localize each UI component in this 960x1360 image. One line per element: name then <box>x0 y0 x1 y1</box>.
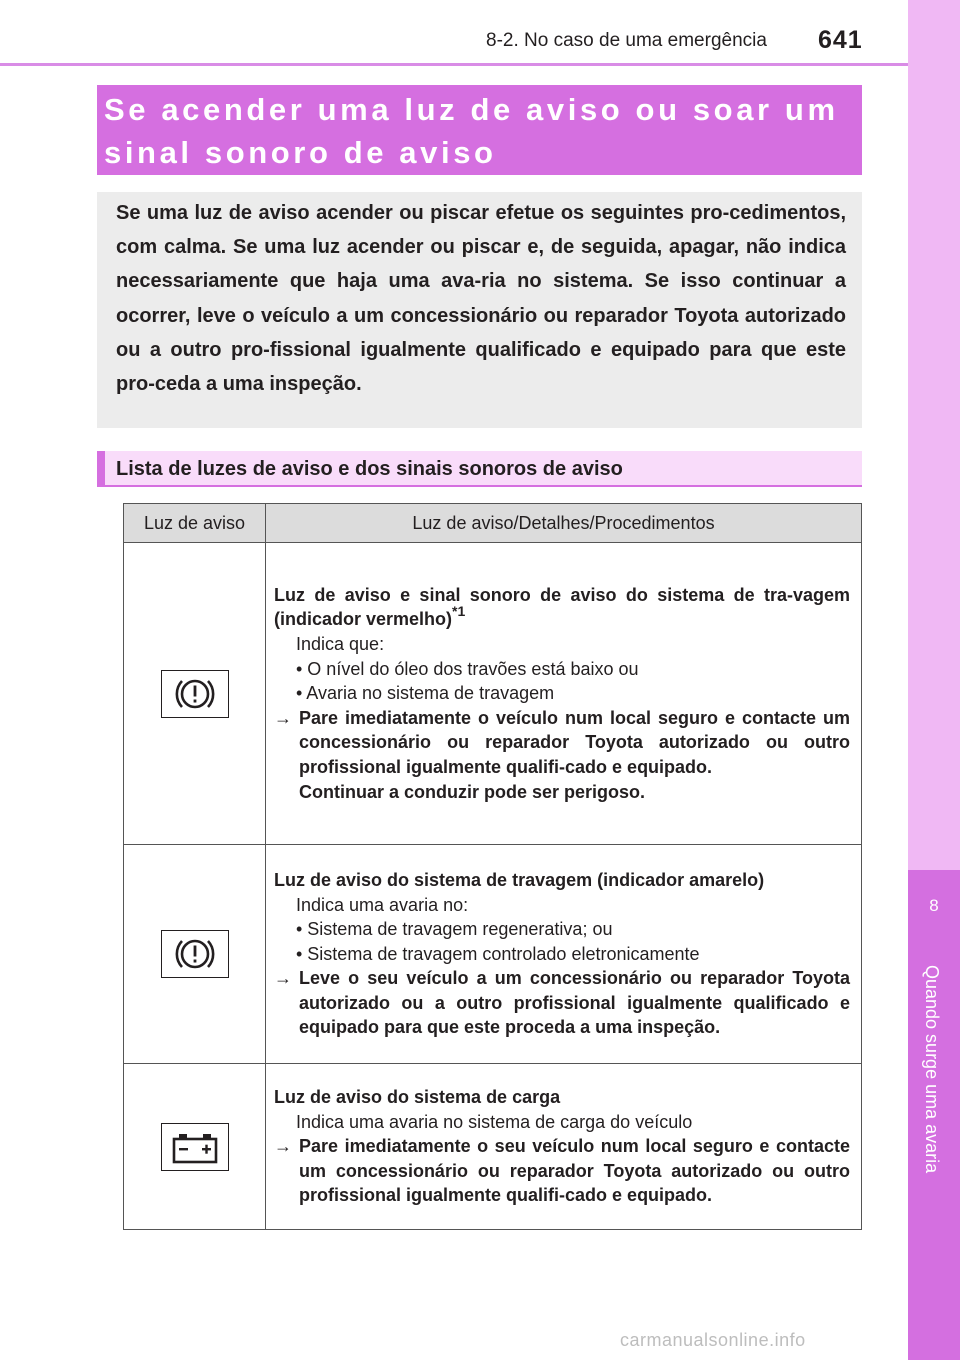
icon-cell <box>124 845 266 1064</box>
subheading: Lista de luzes de aviso e dos sinais sonoros de aviso <box>116 458 623 480</box>
column-header-details: Luz de aviso/Detalhes/Procedimentos <box>266 504 862 543</box>
watermark: carmanualsonline.info <box>620 1330 806 1350</box>
arrow-icon: → <box>274 968 292 989</box>
intro-text: Se uma luz de aviso acender ou piscar efetue os seguintes pro-cedimentos, com calma. Se uma luz acender ou piscar e, de seguida, apagar, não indica necessariamente que haja uma ava-ria no sistema. Se isso continuar a ocorrer, leve o veículo a um concessionário ou reparador Toyota autorizado ou a outro pro-fissional igualmente qualificado e equipado para que este pro-ceda a uma inspeção. <box>116 202 846 396</box>
page-title: Se acender uma luz de aviso ou soar um sinal sonoro de aviso <box>104 92 839 170</box>
arrow-icon: → <box>274 707 292 728</box>
row-action <box>274 966 850 1040</box>
row-title <box>274 583 850 632</box>
side-tab-top <box>908 0 960 870</box>
description-cell <box>266 1064 862 1230</box>
arrow-icon: → <box>274 1136 292 1157</box>
description-cell <box>266 845 862 1064</box>
table-row <box>124 543 862 845</box>
row-action-extra: Continuar a conduzir pode ser perigoso. <box>299 781 646 802</box>
column-header-light: Luz de aviso <box>124 504 266 543</box>
icon-cell <box>124 543 266 845</box>
row-title: Luz de aviso do sistema de carga <box>274 1087 561 1108</box>
chapter-number: 8 <box>929 896 939 915</box>
chapter-title: Quando surge uma avaria <box>922 965 942 1174</box>
row-action <box>274 1134 850 1208</box>
row-bullet: • Sistema de travagem controlado eletronicamente <box>296 943 700 964</box>
warning-lights-table <box>123 503 862 1230</box>
table-row <box>124 845 862 1064</box>
brake-warning-icon <box>161 670 229 718</box>
battery-icon <box>161 1123 229 1171</box>
row-title: Luz de aviso do sistema de travagem (indicador amarelo) <box>274 869 765 890</box>
row-action <box>274 706 850 780</box>
section-name: 8-2. No caso de uma emergência <box>486 30 767 51</box>
row-indicates: Indica que: <box>296 634 385 655</box>
footnote-marker: *1 <box>452 603 466 620</box>
row-action-text: Pare imediatamente o seu veículo num local seguro e contacte um concessionário ou reparador Toyota autorizado ou outro profissional igualmente qualifi-cado e equipado. <box>299 1136 850 1206</box>
row-action-text: Pare imediatamente o veículo num local seguro e contacte um concessionário ou reparador Toyota autorizado ou outro profissional igualmente qualifi-cado e equipado. <box>299 707 850 777</box>
description-cell <box>266 543 862 845</box>
table-row <box>124 1064 862 1230</box>
row-indicates: Indica uma avaria no sistema de carga do veículo <box>296 1111 693 1132</box>
header-divider <box>0 63 908 66</box>
row-indicates: Indica uma avaria no: <box>296 894 469 915</box>
row-bullet: • O nível do óleo dos travões está baixo ou <box>296 658 639 679</box>
icon-cell <box>124 1064 266 1230</box>
page-number: 641 <box>818 26 863 54</box>
table-header-row <box>124 504 862 543</box>
row-action-text: Leve o seu veículo a um concessionário ou reparador Toyota autorizado ou a outro profissional igualmente qualificado e equipado para que este proceda a uma inspeção. <box>299 968 850 1038</box>
row-title-text: Luz de aviso e sinal sonoro de aviso do sistema de tra-vagem (indicador vermelho) <box>274 584 850 630</box>
brake-warning-icon <box>161 930 229 978</box>
row-bullet: • Sistema de travagem regenerativa; ou <box>296 919 613 940</box>
row-bullet: • Avaria no sistema de travagem <box>296 683 555 704</box>
